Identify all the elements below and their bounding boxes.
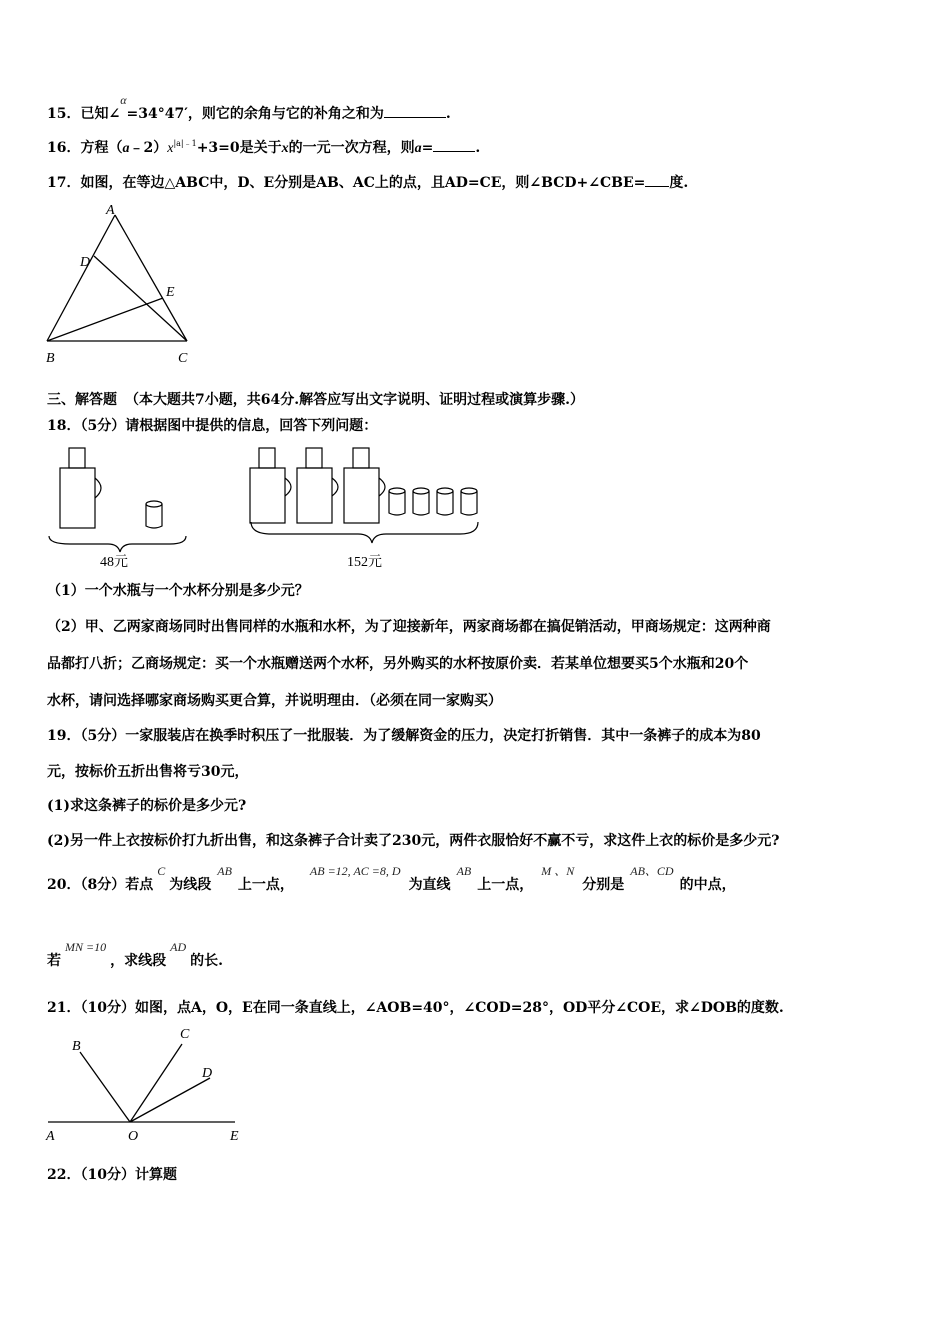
ray-oc xyxy=(130,1044,182,1122)
ray-od xyxy=(130,1078,210,1122)
question-19-line-2: 元，按标价五折出售将亏30元， xyxy=(47,764,249,780)
exponent: |a|﹣1 xyxy=(173,139,197,148)
question-19-line-1: 19．（5分）一家服装店在换季时积压了一批服装．为了缓解资金的压力，决定打折销售．其中一条裤子的成本为80 xyxy=(47,728,761,744)
question-16: 16．方程$(a﹣2)x^{|a|﹣1}+3=0$是关于x的一元一次方程，则a= . xyxy=(47,139,481,156)
question-17: 17．如图，在等边△ABC中，D、E分别是AB、AC上的点，且AD=CE，则∠BCD+∠CBE= 度. xyxy=(47,172,688,193)
cup-icon xyxy=(437,488,453,515)
question-19-part-1: (1)求这条裤子的标价是多少元? xyxy=(47,798,247,814)
figure-triangle-abc xyxy=(40,200,200,370)
cup-icon xyxy=(389,488,405,515)
figure-angles-aoe xyxy=(40,1020,255,1150)
answer-blank[interactable] xyxy=(433,137,475,152)
question-19-part-2: (2)另一件上衣按标价打九折出售，和这条裤子合计卖了230元，两件衣服恰好不赢不亏，求这件上衣的标价是多少元? xyxy=(47,833,780,849)
segment-be xyxy=(47,298,163,341)
question-22: 22．（10分）计算题 xyxy=(47,1167,177,1183)
side-ab xyxy=(47,215,115,341)
price-label-2: 152元 xyxy=(347,555,382,570)
brace-group-1 xyxy=(49,536,186,552)
question-number: 16． xyxy=(47,140,81,156)
answer-blank[interactable] xyxy=(645,172,669,187)
cup-icon xyxy=(146,501,162,528)
question-number: 20．（8分）若点 xyxy=(47,877,154,893)
question-18-part-2-line-3: 水杯，请问选择哪家商场购买更合算，并说明理由．（必须在同一家购买） xyxy=(47,693,502,709)
bottle-icon xyxy=(250,448,291,523)
figure-bottles-cups xyxy=(40,440,500,575)
question-18-part-1: （1）一个水瓶与一个水杯分别是多少元？ xyxy=(47,583,309,599)
question-18-part-2-line-2: 品都打八折；乙商场规定：买一个水瓶赠送两个水杯，另外购买的水杯按原价卖．若某单位想要买5个水瓶和20个 xyxy=(47,656,749,672)
section-3-header xyxy=(47,390,584,410)
label-c: C xyxy=(180,1027,190,1042)
question-number: 17． xyxy=(47,175,81,191)
bottle-icon xyxy=(60,448,101,528)
ray-ob xyxy=(80,1052,130,1122)
label-c: C xyxy=(178,351,188,366)
question-number: 18． xyxy=(47,418,81,434)
label-a: A xyxy=(46,1129,55,1144)
question-21: 21．（10分）如图，点A，O，E在同一条直线上，∠AOB=40°，∠COD=28°，OD平分∠COE，求∠DOB的度数. xyxy=(47,1000,784,1016)
question-15: 15．已知∠α=34°47′，则它的余角与它的补角之和为 . xyxy=(47,93,451,122)
label-d: D xyxy=(80,255,91,270)
bottle-icon xyxy=(344,448,385,523)
question-20-line-1: 20．（8分）若点C为线段AB上一点，AB =12, AC =8, D为直线AB上一点，M 、N分别是AB、CD的中点， xyxy=(47,864,736,893)
label-a: A xyxy=(106,203,115,218)
label-e: E xyxy=(166,285,175,300)
question-20-line-2: 若MN =10，求线段AD的长. xyxy=(47,940,223,969)
cup-icon xyxy=(461,488,477,515)
bottle-icon xyxy=(297,448,338,523)
question-18-part-2-line-1: （2）甲、乙两家商场同时出售同样的水瓶和水杯，为了迎接新年，两家商场都在搞促销活动，甲商场规定：这两种商 xyxy=(47,619,771,635)
question-18: 18．（5分）请根据图中提供的信息，回答下列问题： xyxy=(47,418,378,434)
label-b: B xyxy=(46,351,55,366)
label-o: O xyxy=(128,1129,139,1144)
label-d: D xyxy=(202,1066,213,1081)
section-title: 三、解答题 xyxy=(47,392,117,408)
cup-icon xyxy=(413,488,429,515)
price-label-1: 48元 xyxy=(100,555,128,570)
brace-group-2 xyxy=(251,522,478,543)
answer-blank[interactable] xyxy=(384,103,446,118)
question-number: 15． xyxy=(47,106,81,122)
label-b: B xyxy=(72,1039,81,1054)
label-e: E xyxy=(230,1129,239,1144)
side-ac xyxy=(115,215,187,341)
section-desc: （本大题共7小题，共64分.解答应写出文字说明、证明过程或演算步骤.） xyxy=(125,392,584,408)
alpha-symbol: α xyxy=(120,93,127,107)
